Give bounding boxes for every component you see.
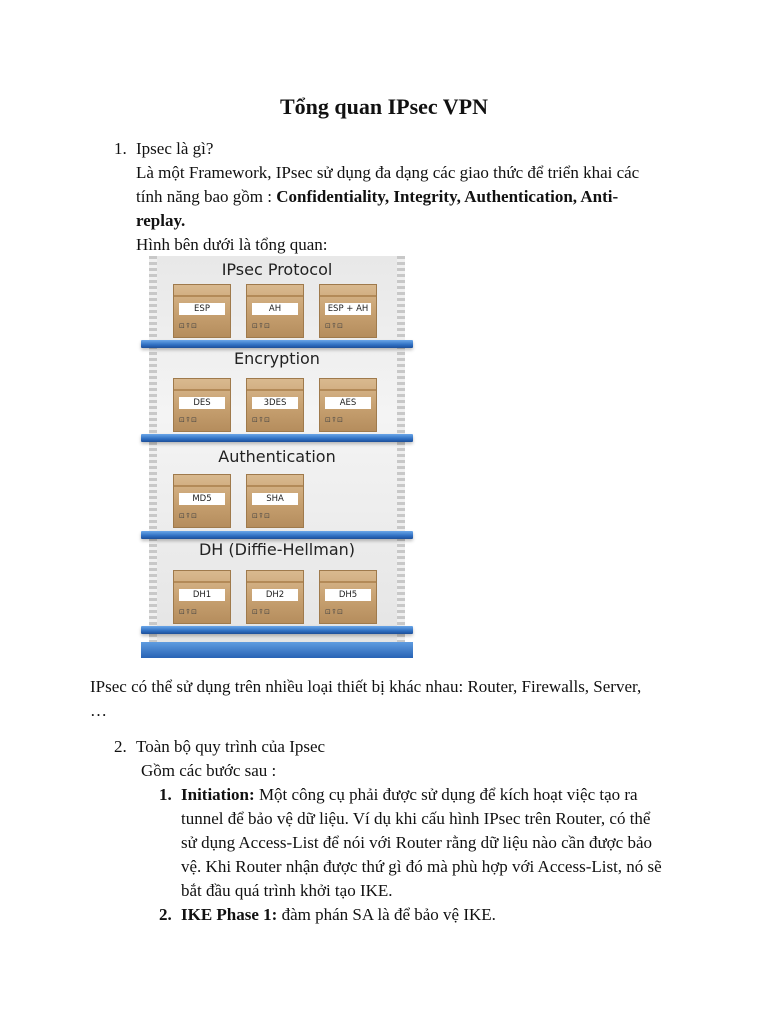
step-2-label: IKE Phase 1: xyxy=(181,905,278,924)
handling-marks-icon: ⊡⍒⊡ xyxy=(325,608,344,616)
section-2-heading: Toàn bộ quy trình của Ipsec xyxy=(136,737,326,756)
handling-marks-icon: ⊡⍒⊡ xyxy=(252,322,271,330)
box-label: SHA xyxy=(252,493,298,505)
section-1-text-line-1: Là một Framework, IPsec sử dụng đa dạng các giao thức để triển khai các xyxy=(136,163,640,182)
handling-marks-icon: ⊡⍒⊡ xyxy=(325,416,344,424)
step-1-line-1 xyxy=(181,783,638,807)
section-2-number: 2. xyxy=(114,737,127,756)
box-3des xyxy=(246,378,304,432)
handling-marks-icon: ⊡⍒⊡ xyxy=(252,416,271,424)
box-esp xyxy=(173,284,231,338)
handling-marks-icon: ⊡⍒⊡ xyxy=(179,512,198,520)
box-dh2 xyxy=(246,570,304,624)
section-2-intro: Gồm các bước sau : xyxy=(141,761,277,780)
step-1-line-5: bắt đầu quá trình khởi tạo IKE. xyxy=(181,881,393,900)
box-label: AH xyxy=(252,303,298,315)
shelf-title-encryption: Encryption xyxy=(234,349,320,368)
section-1-text-line-3 xyxy=(136,209,185,233)
features-intro: tính năng bao gồm : xyxy=(136,187,277,206)
box-aes xyxy=(319,378,377,432)
box-label: ESP + AH xyxy=(325,303,371,315)
handling-marks-icon: ⊡⍒⊡ xyxy=(179,322,198,330)
box-label: DH1 xyxy=(179,589,225,601)
box-des xyxy=(173,378,231,432)
step-1-line-2: tunnel để bảo vệ dữ liệu. Ví dụ khi cấu hình IPsec trên Router, có thể xyxy=(181,809,651,828)
box-esp-ah xyxy=(319,284,377,338)
box-sha xyxy=(246,474,304,528)
box-label: DES xyxy=(179,397,225,409)
document-title: Tổng quan IPsec VPN xyxy=(279,94,489,119)
box-label: DH2 xyxy=(252,589,298,601)
box-md5 xyxy=(173,474,231,528)
shelf-board xyxy=(141,531,413,539)
shelf-title-authentication: Authentication xyxy=(218,447,336,466)
devices-paragraph-line-1: IPsec có thể sử dụng trên nhiều loại thiết bị khác nhau: Router, Firewalls, Server, xyxy=(90,677,642,696)
rack-base xyxy=(141,642,413,658)
handling-marks-icon: ⊡⍒⊡ xyxy=(325,322,344,330)
handling-marks-icon: ⊡⍒⊡ xyxy=(252,608,271,616)
shelf-board xyxy=(141,340,413,348)
figure-caption: Hình bên dưới là tổng quan: xyxy=(136,235,328,254)
shelf-title-dh: DH (Diffie-Hellman) xyxy=(198,540,356,559)
box-dh1 xyxy=(173,570,231,624)
shelf-title-ipsec-protocol: IPsec Protocol xyxy=(221,260,333,279)
step-1-line-4: vệ. Khi Router nhận được thứ gì đó mà phù hợp với Access-List, nó sẽ xyxy=(181,857,662,876)
ipsec-framework-figure xyxy=(141,256,413,658)
box-label: 3DES xyxy=(252,397,298,409)
step-2-number: 2. xyxy=(159,905,172,924)
section-1-number: 1. xyxy=(114,139,127,158)
step-2-line-1 xyxy=(181,903,496,927)
box-label: MD5 xyxy=(179,493,225,505)
step-2-text: đàm phán SA là để bảo vệ IKE. xyxy=(277,905,496,924)
features-list-end: replay. xyxy=(136,211,186,230)
handling-marks-icon: ⊡⍒⊡ xyxy=(179,608,198,616)
handling-marks-icon: ⊡⍒⊡ xyxy=(179,416,198,424)
section-1-text-line-2 xyxy=(136,185,618,209)
step-1-text: Một công cụ phải được sử dụng để kích hoạt việc tạo ra xyxy=(254,785,638,804)
section-1-heading: Ipsec là gì? xyxy=(136,139,214,158)
shelf-board xyxy=(141,626,413,634)
step-1-number: 1. xyxy=(159,785,172,804)
handling-marks-icon: ⊡⍒⊡ xyxy=(252,512,271,520)
step-1-line-3: sử dụng Access-List để nói với Router rằng dữ liệu nào cần được bảo xyxy=(181,833,652,852)
devices-paragraph-line-2: … xyxy=(90,701,107,720)
box-label: ESP xyxy=(179,303,225,315)
box-label: AES xyxy=(325,397,371,409)
shelf-board xyxy=(141,434,413,442)
box-dh5 xyxy=(319,570,377,624)
box-ah xyxy=(246,284,304,338)
step-1-label: Initiation: xyxy=(181,785,255,804)
box-label: DH5 xyxy=(325,589,371,601)
features-list: Confidentiality, Integrity, Authentication, Anti- xyxy=(276,187,619,206)
